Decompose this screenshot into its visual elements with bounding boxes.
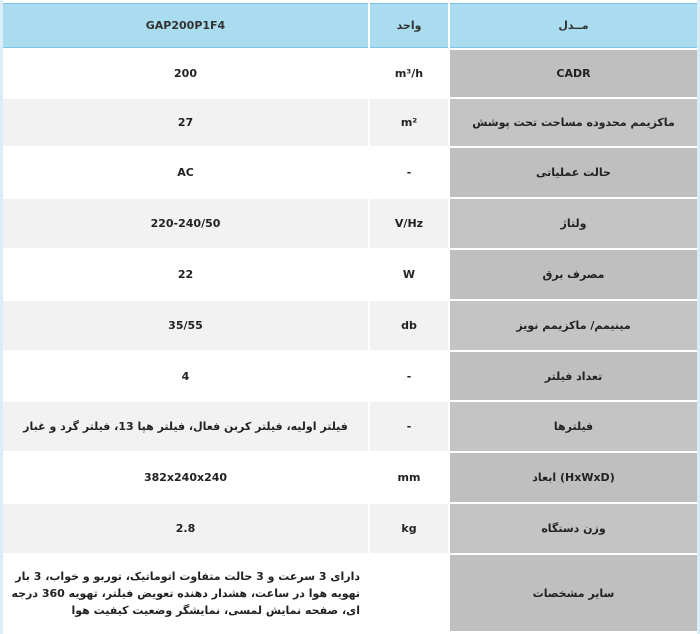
table-row (0, 504, 700, 553)
row-value: 4 (3, 352, 368, 400)
row-label: وزن دستگاه (450, 504, 697, 553)
row-unit: m³/h (370, 50, 448, 97)
row-label: سایر مشخصات (450, 555, 697, 631)
header-row (0, 3, 700, 48)
row-value: 22 (3, 250, 368, 299)
row-label: CADR (450, 50, 697, 97)
row-value: 27 (3, 99, 368, 146)
table-row (0, 352, 700, 400)
row-label: حالت عملیاتی (450, 148, 697, 197)
table-row (0, 50, 700, 97)
table-row (0, 402, 700, 451)
row-unit (370, 555, 448, 631)
table-row (0, 148, 700, 197)
table-row (0, 250, 700, 299)
row-label: مینیمم/ ماکزیمم نویز (450, 301, 697, 350)
row-label: ماکزیمم محدوده مساحت تحت پوشش (450, 99, 697, 146)
row-value: فیلتر اولیه، فیلتر کربن فعال، فیلتر هپا 13، فیلتر گرد و غبار (3, 402, 368, 451)
row-unit: - (370, 352, 448, 400)
row-unit: db (370, 301, 448, 350)
row-unit: - (370, 402, 448, 451)
row-value: دارای 3 سرعت و 3 حالت متفاوت اتوماتیک، توربو و خواب، 3 بار تهویه هوا در ساعت، هشدار دهنده تعویض فیلتر، تهویه 360 درجه ای، صفحه نمایش لمسی، نمایشگر وضعیت کیفیت هوا (3, 555, 368, 631)
table-row (0, 301, 700, 350)
row-unit: - (370, 148, 448, 197)
row-unit: mm (370, 453, 448, 502)
row-value: 220-240/50 (3, 199, 368, 248)
row-value: 382x240x240 (3, 453, 368, 502)
row-value: AC (3, 148, 368, 197)
row-label: مصرف برق (450, 250, 697, 299)
header-unit: واحد (370, 3, 448, 48)
row-unit: m² (370, 99, 448, 146)
row-unit: kg (370, 504, 448, 553)
row-label: ولتاژ (450, 199, 697, 248)
table-row (0, 555, 700, 631)
row-value: 200 (3, 50, 368, 97)
table-row (0, 199, 700, 248)
table-row (0, 453, 700, 502)
row-label: ابعاد (HxWxD) (450, 453, 697, 502)
header-value: GAP200P1F4 (3, 3, 368, 48)
row-value: 35/55 (3, 301, 368, 350)
row-label: فیلترها (450, 402, 697, 451)
table-row (0, 99, 700, 146)
row-value: 2.8 (3, 504, 368, 553)
row-unit: V/Hz (370, 199, 448, 248)
row-unit: W (370, 250, 448, 299)
row-label: تعداد فیلتر (450, 352, 697, 400)
header-label: مــدل (450, 3, 697, 48)
